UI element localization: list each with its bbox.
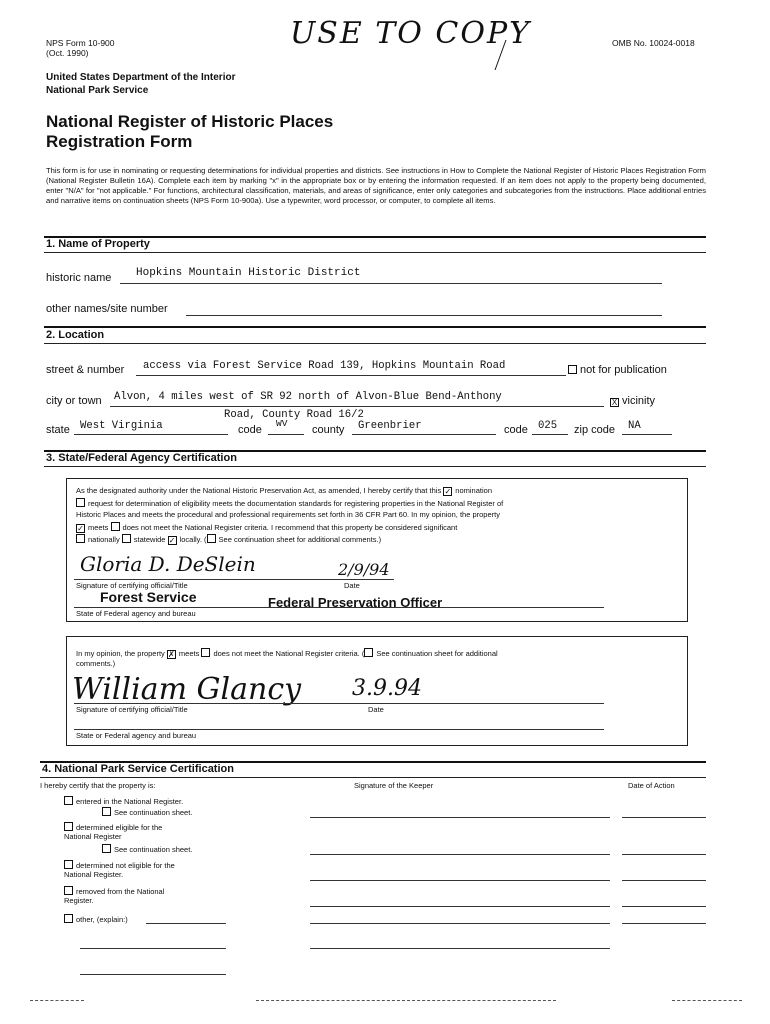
service: National Park Service xyxy=(46,85,149,96)
not-for-publication-label: not for publication xyxy=(580,364,667,376)
cert-text-2: request for determination of eligibility meets the documentation standards for registering properties in the National Register of xyxy=(88,499,504,508)
nomination-label: nomination xyxy=(455,486,492,495)
city-field-continued: Road, County Road 16/2 xyxy=(224,409,364,421)
county-field[interactable]: Greenbrier xyxy=(358,420,422,432)
county-code-field[interactable]: 025 xyxy=(538,420,558,432)
eligible-continuation-checkbox[interactable] xyxy=(102,844,111,853)
locally-label: locally. ( xyxy=(179,535,207,544)
vicinity-label: vicinity xyxy=(622,395,656,407)
instructions: This form is for use in nominating or requesting determinations for individual properties and districts. See instructions in How to Complete the National Register of Historic Places Registration Form (National Register Bulletin 16A). Complete each item by marking "x" in the appropriate box or by entering the information requested. If an item does not apply to the property being documented, enter "N/A" for "not applicable." For functions, architectural classification, materials, and areas of significance, enter only categories and subcategories from the instructions. Place additional entries and narrative items on continuation sheets (NPS Form 10-900a). Use a typewriter, word processor, or computer, to complete all items. xyxy=(46,166,706,205)
page-subtitle: Registration Form xyxy=(46,132,193,151)
entered-continuation-checkbox[interactable] xyxy=(102,807,111,816)
opinion-meets-label: meets xyxy=(178,649,200,658)
signature-1-label: Signature of certifying official/Title xyxy=(76,581,188,590)
historic-name-field[interactable]: Hopkins Mountain Historic District xyxy=(136,267,361,279)
form-date: (Oct. 1990) xyxy=(46,48,89,58)
entered-continuation-label: See continuation sheet. xyxy=(114,808,193,817)
omb-number: OMB No. 10024-0018 xyxy=(612,38,695,48)
zip-label: zip code xyxy=(574,424,615,436)
not-eligible-checkbox[interactable] xyxy=(64,860,73,869)
state-label: state xyxy=(46,424,70,436)
signature-2-date: 3.9.94 xyxy=(352,676,422,701)
not-for-publication-checkbox[interactable] xyxy=(568,365,577,374)
county-code-label: code xyxy=(504,424,528,436)
state-code-field[interactable]: WV xyxy=(276,418,288,429)
street-label: street & number xyxy=(46,364,125,376)
continuation-checkbox[interactable] xyxy=(207,534,216,543)
meets-checkbox[interactable]: ✓ xyxy=(77,524,84,533)
section4-heading: 4. National Park Service Certification xyxy=(42,763,234,775)
opinion-text-3: See continuation sheet for additional xyxy=(376,649,498,658)
signature-1-date-label: Date xyxy=(344,581,360,590)
page-title: National Register of Historic Places xyxy=(46,112,334,131)
signature-1: Gloria D. DeSlein xyxy=(80,552,256,576)
other-names-field[interactable] xyxy=(186,315,662,316)
not-eligible-label: determined not eligible for the National Register. xyxy=(64,861,175,879)
form-number: NPS Form 10-900 xyxy=(46,38,115,48)
street-field[interactable]: access via Forest Service Road 139, Hopkins Mountain Road xyxy=(143,360,506,372)
state-code-label: code xyxy=(238,424,262,436)
cert-text-1: As the designated authority under the National Historic Preservation Act, as amended, I hereby certify that this xyxy=(76,486,442,495)
historic-name-label: historic name xyxy=(46,272,112,284)
opinion-text-2: does not meet the National Register criteria. ( xyxy=(213,649,365,658)
signature-2: William Glancy xyxy=(72,672,302,707)
other-label: other, (explain:) xyxy=(76,915,128,924)
official-title: Federal Preservation Officer xyxy=(268,595,443,610)
vicinity-checkbox[interactable]: X xyxy=(611,398,618,407)
eligibility-request-checkbox[interactable] xyxy=(76,498,85,507)
handwritten-note: USE TO COPY xyxy=(290,16,531,51)
determined-eligible-label: determined eligible for the National Register xyxy=(64,823,163,841)
opinion-continuation-checkbox[interactable] xyxy=(364,648,373,657)
cert-text-3: Historic Places and meets the procedural and professional requirements set forth in 36 CFR Part 60. In my opinion, the property xyxy=(76,510,500,519)
section3-heading: 3. State/Federal Agency Certification xyxy=(46,452,237,464)
other-names-label: other names/site number xyxy=(46,303,168,315)
agency-2-label: State or Federal agency and bureau xyxy=(76,731,197,740)
state-field[interactable]: West Virginia xyxy=(80,420,163,432)
city-label: city or town xyxy=(46,395,102,407)
cert-text-4: does not meet the National Register criteria. I recommend that this property be considered significant xyxy=(122,523,458,532)
department: United States Department of the Interior xyxy=(46,72,236,83)
determined-eligible-checkbox[interactable] xyxy=(64,822,73,831)
locally-checkbox[interactable]: ✓ xyxy=(168,536,176,545)
statewide-checkbox[interactable] xyxy=(122,534,131,543)
removed-label: removed from the National Register. xyxy=(64,887,165,905)
certify-label: I hereby certify that the property is: xyxy=(40,781,156,790)
agency-name: Forest Service xyxy=(100,589,197,605)
continuation-label: See continuation sheet for additional comments.) xyxy=(218,535,382,544)
statewide-label: statewide xyxy=(133,535,166,544)
signature-1-date: 2/9/94 xyxy=(338,560,390,579)
zip-field[interactable]: NA xyxy=(628,420,641,432)
nomination-checkbox[interactable]: ✓ xyxy=(444,487,452,496)
opinion-does-not-meet-checkbox[interactable] xyxy=(201,648,210,657)
city-field[interactable]: Alvon, 4 miles west of SR 92 north of Alvon-Blue Bend-Anthony xyxy=(114,391,502,403)
meets-label: meets xyxy=(88,523,109,532)
other-explain-field[interactable] xyxy=(146,923,226,924)
section2-heading: 2. Location xyxy=(46,329,105,341)
removed-checkbox[interactable] xyxy=(64,886,73,895)
signature-2-label: Signature of certifying official/Title xyxy=(76,705,188,714)
keeper-label: Signature of the Keeper xyxy=(354,781,434,790)
entered-checkbox[interactable] xyxy=(64,796,73,805)
nationally-checkbox[interactable] xyxy=(76,534,85,543)
county-label: county xyxy=(312,424,345,436)
opinion-comments: comments.) xyxy=(76,659,116,668)
section1-heading: 1. Name of Property xyxy=(46,238,150,250)
entered-label: entered in the National Register. xyxy=(76,797,184,806)
nationally-label: nationally xyxy=(88,535,120,544)
opinion-text-1: In my opinion, the property xyxy=(76,649,165,658)
date-of-action-label: Date of Action xyxy=(628,781,675,790)
agency-label: State of Federal agency and bureau xyxy=(76,609,196,618)
opinion-meets-checkbox[interactable]: ✗ xyxy=(168,650,175,659)
signature-2-date-label: Date xyxy=(368,705,384,714)
does-not-meet-checkbox[interactable] xyxy=(111,522,120,531)
eligible-continuation-label: See continuation sheet. xyxy=(114,845,193,854)
other-checkbox[interactable] xyxy=(64,914,73,923)
